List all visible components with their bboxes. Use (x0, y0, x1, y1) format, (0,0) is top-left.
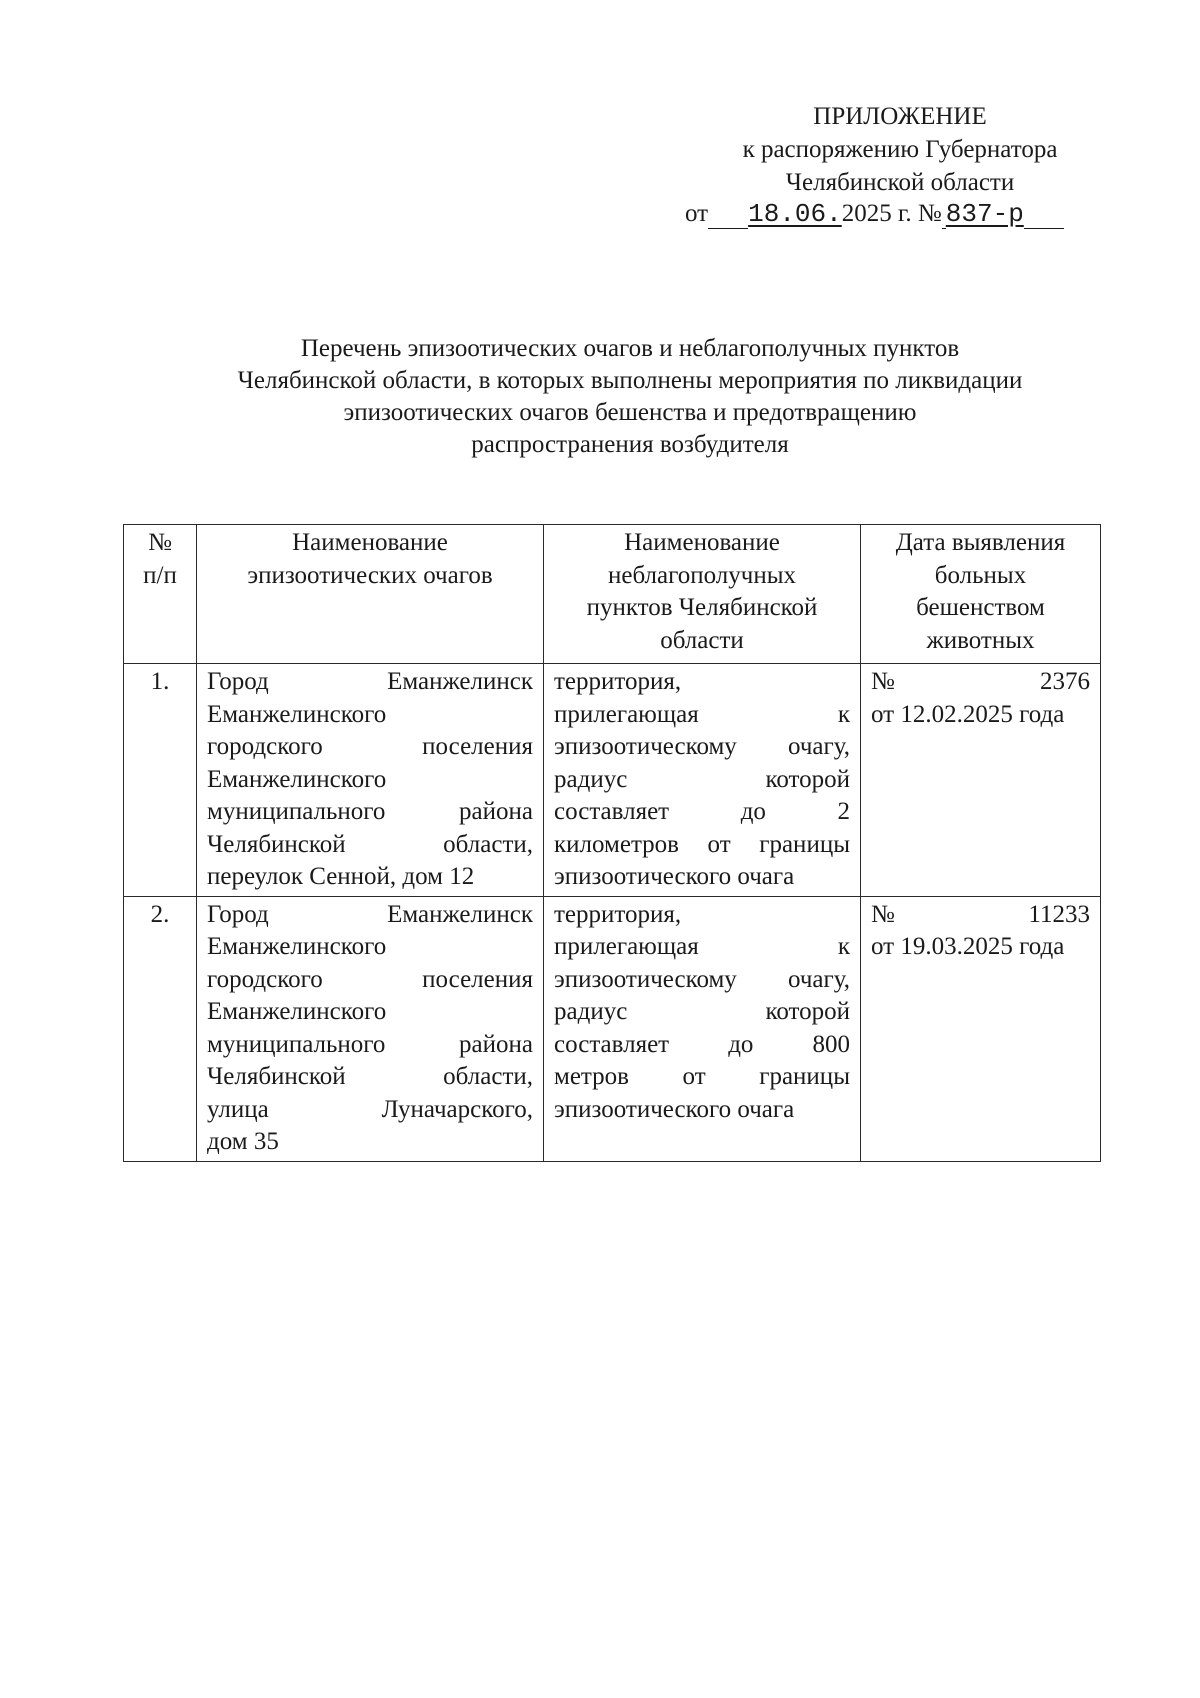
cell-line: улица Луначарского, (207, 1095, 533, 1123)
area-name-cell (544, 664, 861, 897)
cell-line: эпизоотического очага (554, 1095, 795, 1123)
header-line: эпизоотических очагов (247, 561, 493, 589)
header-line: пунктов Челябинской (586, 594, 818, 621)
focus-name-cell (197, 896, 544, 1161)
cell-line: прилегающая к (554, 700, 850, 728)
column-header-area-name (544, 525, 861, 664)
row-number: 2. (124, 896, 197, 1161)
cell-line: от 12.02.2025 года (871, 700, 1065, 728)
cell-line: Еманжелинского (207, 700, 387, 728)
header-line: п/п (143, 561, 177, 589)
order-number: 837-р (945, 199, 1024, 229)
header-line: животных (926, 626, 1035, 654)
cell-line: Город Еманжелинск (207, 900, 533, 928)
title-line-1: Перечень эпизоотических очагов и неблагополучных пунктов (300, 335, 960, 362)
cell-line: Еманжелинского (207, 933, 387, 960)
column-header-number (124, 525, 197, 664)
cell-line: дом 35 (207, 1128, 279, 1155)
title-line-4: распространения возбудителя (471, 431, 789, 458)
cell-line: прилегающая к (554, 933, 850, 960)
cell-line: эпизоотического очага (554, 863, 795, 890)
title-line-3: эпизоотических очагов бешенства и предотвращению (343, 399, 917, 426)
detection-date-cell (861, 664, 1101, 897)
header-line: бешенством (916, 594, 1045, 621)
foci-table (123, 524, 1101, 1162)
cell-line: территория, (554, 668, 682, 695)
cell-line: переулок Сенной, дом 12 (207, 863, 475, 890)
header-line: Наименование (292, 529, 448, 556)
order-date: 18.06. (748, 199, 842, 229)
column-header-detection-date (861, 525, 1101, 664)
date-prefix: от (685, 200, 709, 227)
appendix-line-2: к распоряжению Губернатора (742, 136, 1058, 163)
cell-line: Челябинской области, (207, 830, 533, 858)
order-year-number-label: 2025 г. № (841, 200, 942, 227)
cell-line: муниципального района (207, 798, 533, 825)
cell-line: Челябинской области, (207, 1063, 533, 1090)
order-date-line (685, 199, 1064, 229)
area-name-cell (544, 896, 861, 1161)
header-line: № (148, 529, 172, 556)
cell-line: метров от границы (554, 1063, 850, 1090)
appendix-title: ПРИЛОЖЕНИЕ (813, 103, 987, 130)
appendix-block (700, 100, 1100, 199)
header-line: больных (934, 561, 1027, 589)
cell-line: городского поселения (207, 733, 533, 760)
title-line-2: Челябинской области, в которых выполнены мероприятия по ликвидации (237, 367, 1023, 394)
cell-line: территория, (554, 900, 682, 928)
focus-name-cell (197, 664, 544, 897)
cell-line: Город Еманжелинск (207, 668, 533, 695)
detection-date-cell (861, 896, 1101, 1161)
cell-line: составляет до 800 (554, 1030, 850, 1058)
header-line: неблагополучных (607, 561, 797, 589)
cell-line: № 11233 (871, 900, 1090, 928)
header-line: области (660, 626, 744, 654)
cell-line: городского поселения (207, 965, 533, 993)
appendix-line-3: Челябинской области (785, 169, 1015, 196)
cell-line: радиус которой (554, 765, 850, 793)
table-row (124, 664, 1101, 897)
document-title (150, 333, 1110, 461)
cell-line: эпизоотическому очагу, (554, 965, 850, 993)
cell-line: километров от границы (554, 830, 850, 858)
row-number: 1. (124, 664, 197, 897)
cell-line: Еманжелинского (207, 998, 387, 1025)
header-line: Наименование (624, 529, 780, 556)
cell-line: от 19.03.2025 года (871, 933, 1065, 960)
table-row (124, 896, 1101, 1161)
cell-line: радиус которой (554, 998, 850, 1025)
cell-line: эпизоотическому очагу, (554, 733, 850, 760)
cell-line: муниципального района (207, 1030, 533, 1058)
column-header-focus-name (197, 525, 544, 664)
cell-line: № 2376 (871, 668, 1090, 695)
cell-line: составляет до 2 (554, 798, 850, 825)
header-line: Дата выявления (895, 529, 1066, 556)
table-header-row (124, 525, 1101, 664)
cell-line: Еманжелинского (207, 765, 387, 793)
